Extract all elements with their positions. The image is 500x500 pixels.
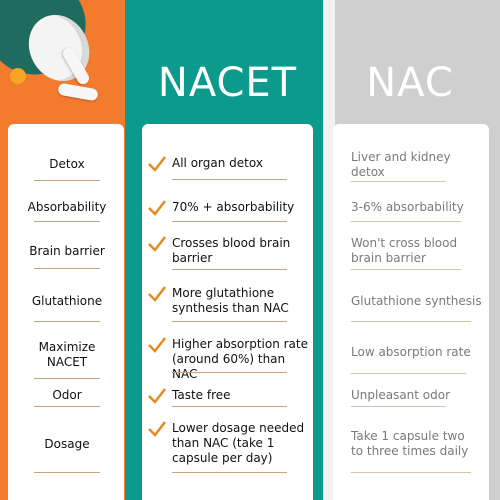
nacet-cell-text: All organ detox <box>172 156 263 170</box>
row-label-text: Brain barrier <box>29 244 105 258</box>
divider <box>351 321 471 322</box>
row-label-text: Absorbability <box>27 200 107 214</box>
bottle-logo <box>10 68 26 84</box>
divider <box>172 472 287 473</box>
nac-cell-text: 3-6% absorbability <box>351 200 464 214</box>
checkmark-icon <box>148 286 166 302</box>
checkmark-icon <box>148 236 166 252</box>
nac-cell-detox <box>351 150 491 180</box>
divider <box>351 181 446 182</box>
nacet-cell-text: More glutathione synthesis than NAC <box>172 286 289 315</box>
supplement-bottle-icon <box>0 0 125 124</box>
row-label-text: Maximize NACET <box>38 340 96 369</box>
row-label-absorbability <box>12 200 122 215</box>
row-label-maximize-nacet <box>12 340 122 370</box>
divider <box>351 406 446 407</box>
divider <box>172 406 287 407</box>
nac-column-title: NAC <box>366 60 454 106</box>
nac-cell-text: Take 1 capsule two to three times daily <box>351 429 469 458</box>
nac-cell-text: Low absorption rate <box>351 345 471 359</box>
capsule-icon <box>57 83 98 102</box>
nacet-cell-text: Lower dosage needed than NAC (take 1 capsule per day) <box>172 421 305 465</box>
divider <box>172 179 287 180</box>
nac-cell-brain-barrier <box>351 236 491 266</box>
divider <box>351 221 461 222</box>
checkmark-icon <box>148 337 166 353</box>
nacet-cell-text: Taste free <box>172 388 231 402</box>
nac-cell-maximize-nacet <box>351 345 491 360</box>
divider <box>351 373 466 374</box>
row-label-text: Dosage <box>44 437 90 451</box>
divider <box>34 406 100 407</box>
nac-cell-text: Glutathione synthesis <box>351 294 482 308</box>
row-label-detox <box>12 157 122 172</box>
nac-cell-dosage <box>351 429 491 459</box>
nac-cell-text: Won't cross blood brain barrier <box>351 236 458 265</box>
nac-cell-absorbability <box>351 200 491 215</box>
divider <box>172 221 287 222</box>
nacet-cell-text: 70% + absorbability <box>172 200 295 214</box>
divider <box>34 268 100 269</box>
divider <box>34 180 100 181</box>
checkmark-icon <box>148 200 166 216</box>
nac-cell-text: Liver and kidney detox <box>351 150 451 179</box>
checkmark-icon <box>148 388 166 404</box>
divider <box>172 321 287 322</box>
divider <box>172 372 287 373</box>
divider <box>34 378 100 379</box>
divider <box>351 269 461 270</box>
row-label-brain-barrier <box>12 244 122 259</box>
divider <box>34 221 100 222</box>
row-label-dosage <box>12 437 122 452</box>
row-label-text: Detox <box>49 157 85 171</box>
nacet-column-title: NACET <box>157 60 298 106</box>
divider <box>172 269 287 270</box>
nac-cell-text: Unpleasant odor <box>351 388 451 402</box>
divider <box>34 321 100 322</box>
row-label-text: Glutathione <box>31 294 103 308</box>
nacet-cell-text: Higher absorption rate (around 60%) than NAC <box>172 337 309 381</box>
row-label-odor <box>12 388 122 403</box>
checkmark-icon <box>148 156 166 172</box>
row-label-glutathione <box>12 294 122 309</box>
nac-cell-glutathione <box>351 294 491 309</box>
divider <box>34 472 100 473</box>
nac-cell-odor <box>351 388 491 403</box>
nacet-cell-text: Crosses blood brain barrier <box>172 236 291 265</box>
divider <box>351 472 471 473</box>
checkmark-icon <box>148 421 166 437</box>
row-label-text: Odor <box>52 388 82 402</box>
